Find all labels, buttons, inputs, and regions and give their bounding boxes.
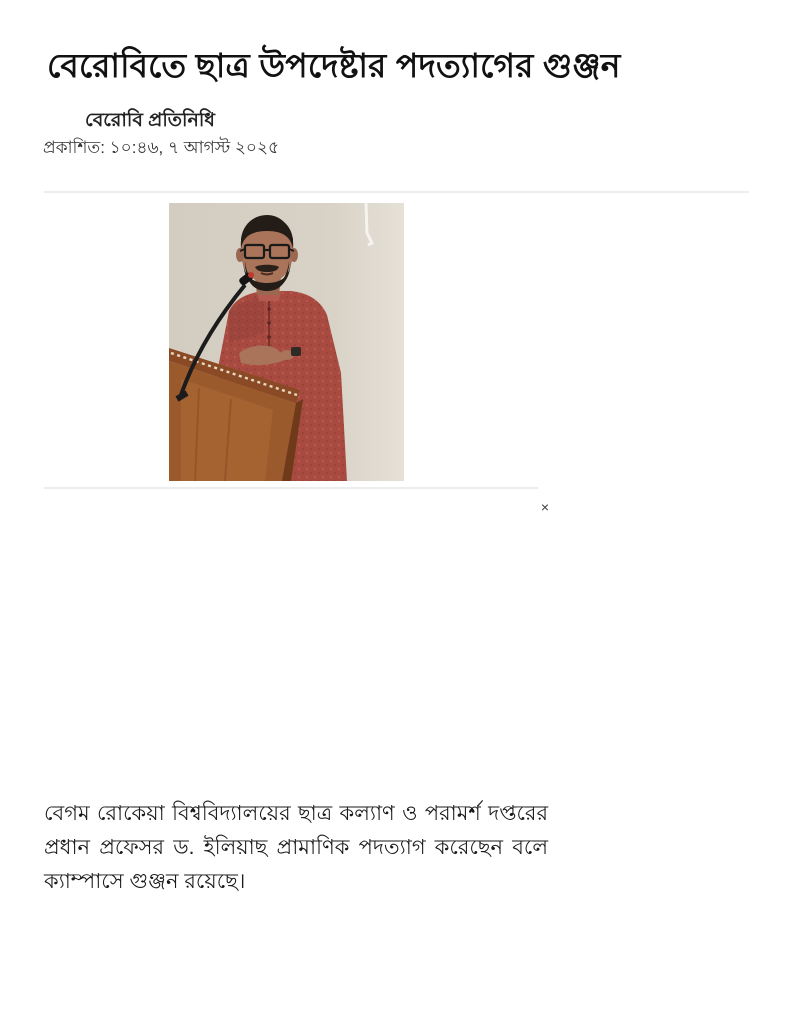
close-icon[interactable]: × [540, 499, 550, 515]
article-headline: বেরোবিতে ছাত্র উপদেষ্টার পদত্যাগের গুঞ্জন [47, 47, 621, 84]
divider-above-photo [44, 191, 749, 193]
speaker-photo-illustration [169, 203, 404, 481]
divider-below-photo [44, 487, 538, 489]
article-body-paragraph: বেগম রোকেয়া বিশ্ববিদ্যালয়ের ছাত্র কল্যাণ ও পরামর্শ দপ্তরের প্রধান প্রফেসর ড. ইলিয়াছ প্রামাণিক পদত্যাগ করেছেন বলে ক্যাম্পাসে গুঞ্জন রয়েছে। [44, 802, 548, 893]
article-published-timestamp: প্রকাশিত: ১০:৪৬, ৭ আগস্ট ২০২৫ [43, 138, 280, 157]
article-photo [169, 203, 404, 481]
article-byline[interactable]: বেরোবি প্রতিনিধি [85, 110, 215, 131]
